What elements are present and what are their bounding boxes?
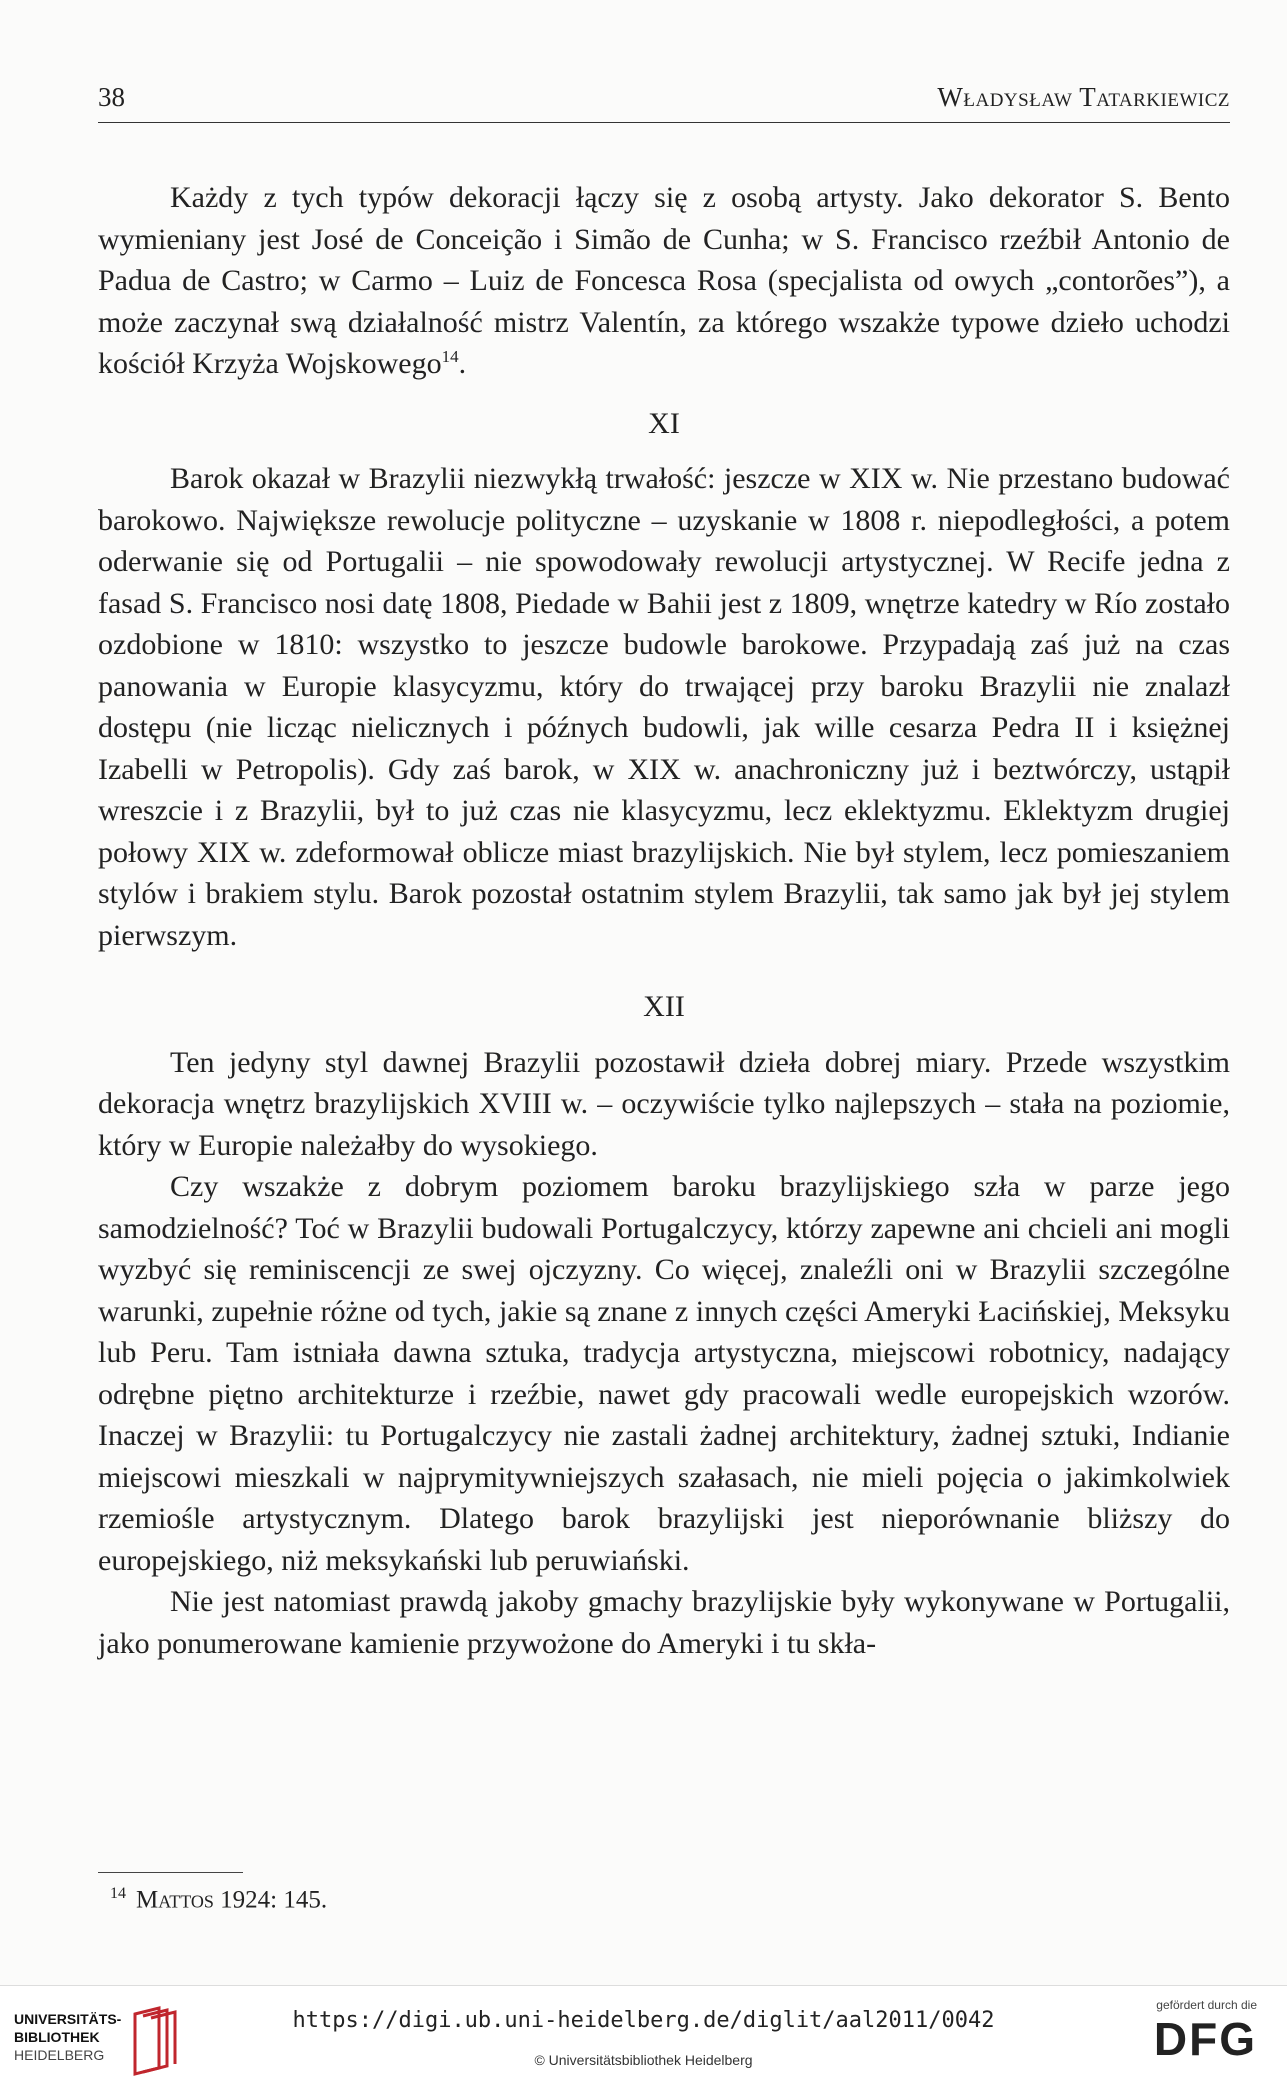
library-name-line: BIBLIOTHEK [14, 2029, 100, 2045]
library-name-line: HEIDELBERG [14, 2047, 105, 2063]
paragraph-text: Każdy z tych typów dekoracji łączy się z osobą artysty. Jako dekorator S. Bento wymieniany jest José de Conceição i Simão de Cunha; w S. Francisco rzeźbił Antonio de Padua de Castro; w Carmo – Luiz de Foncesca Rosa (specjalista od owych „contorões”), a może zaczynał swą działalność mistrz Valentín, za którego wszakże typowe dzieło uchodzi kościół Krzyża Wojskowego [98, 181, 1230, 380]
paragraph-end: . [458, 347, 467, 380]
page-header [98, 82, 1230, 123]
digitization-footer [0, 1985, 1287, 2090]
footnote-author: Mattos [136, 1886, 214, 1914]
page-number: 38 [98, 82, 125, 112]
body-text [98, 177, 1230, 1664]
footnote-rule [98, 1872, 243, 1873]
library-name-line: UNIVERSITÄTS- [14, 2011, 122, 2027]
footnote-reference[interactable]: 14 [441, 347, 459, 366]
page-url-link[interactable]: https://digi.ub.uni-heidelberg.de/diglit/aal2011/0042 [292, 2008, 995, 2033]
paragraph [98, 177, 1230, 385]
footnote-number: 14 [110, 1885, 126, 1902]
footnote-citation: 1924: 145. [220, 1886, 328, 1914]
footnote [110, 1885, 327, 1914]
copyright-notice: © Universitätsbibliothek Heidelberg [534, 2052, 753, 2068]
section-heading-xi: XI [648, 406, 680, 440]
paragraph: Nie jest natomiast prawdą jakoby gmachy brazylijskie były wykonywane w Portugalii, jako ponumerowane kamienie przywożone do Ameryki i tu skła- [98, 1585, 1230, 1660]
paragraph: Barok okazał w Brazylii niezwykłą trwałość: jeszcze w XIX w. Nie przestano budować barokowo. Największe rewolucje polityczne – uzyskanie w 1808 r. niepodległości, a potem oderwanie się od Portugalii – nie spowodowały rewolucji artystycznej. W Recife jedna z fasad S. Francisco nosi datę 1808, Piedade w Bahii jest z 1809, wnętrze katedry w Río zostało ozdobione w 1810: wszystko to jeszcze budowle barokowe. Przypadają zaś już na czas panowania w Europie klasycyzmu, który do trwającej przy baroku Brazylii nie znalazł dostępu (nie licząc nielicznych i późnych budowli, jak wille cesarza Pedra II i księżnej Izabelli w Petropolis). Gdy zaś barok, w XIX w. anachroniczny już i beztwórczy, ustąpił wreszcie i z Brazylii, był to już czas nie klasycyzmu, lecz eklektyzmu. Eklektyzm drugiej połowy XIX w. zdeformował oblicze miast brazylijskich. Nie był stylem, lecz pomieszaniem stylów i brakiem stylu. Barok pozostał ostatnim stylem Brazylii, tak samo jak był jej stylem pierwszym. [98, 462, 1230, 952]
dfg-logo-icon: DFG [1153, 2013, 1257, 2065]
funder-note: gefördert durch die [1156, 1998, 1257, 2012]
running-head: Władysław Tatarkiewicz [937, 82, 1230, 112]
section-heading-xii: XII [643, 990, 685, 1023]
funder-logo[interactable] [1147, 1998, 1257, 2082]
paragraph: Ten jedyny styl dawnej Brazylii pozostawił dzieła dobrej miary. Przede wszystkim dekoracja wnętrz brazylijskich XVIII w. – oczywiście tylko najlepszych – stała na poziomie, który w Europie należałby do wysokiego. [98, 1045, 1230, 1162]
paragraph: Czy wszakże z dobrym poziomem baroku brazylijskiego szła w parze jego samodzielność? Toć w Brazylii budowali Portugalczycy, którzy zapewne ani chcieli ani mogli wyzbyć się reminiscencji ze swej ojczyzny. Co więcej, znaleźli oni w Brazylii szczególne warunki, zupełnie różne od tych, jakie są znane z innych części Ameryki Łacińskiej, Meksyku lub Peru. Tam istniała dawna sztuka, tradycja artystyczna, miejscowi robotnicy, nadający odrębne piętno architekturze i rzeźbie, nawet gdy pracowali wedle europejskich wzorów. Inaczej w Brazylii: tu Portugalczycy nie zastali żadnej architektury, żadnej sztuki, Indianie miejscowi mieszkali w najprymitywniejszych szałasach, nie mieli pojęcia o jakimkolwiek rzemiośle artystycznym. Dlatego barok brazylijski jest nieporównanie bliższy do europejskiego, niż meksykański lub peruwiański. [98, 1170, 1230, 1577]
